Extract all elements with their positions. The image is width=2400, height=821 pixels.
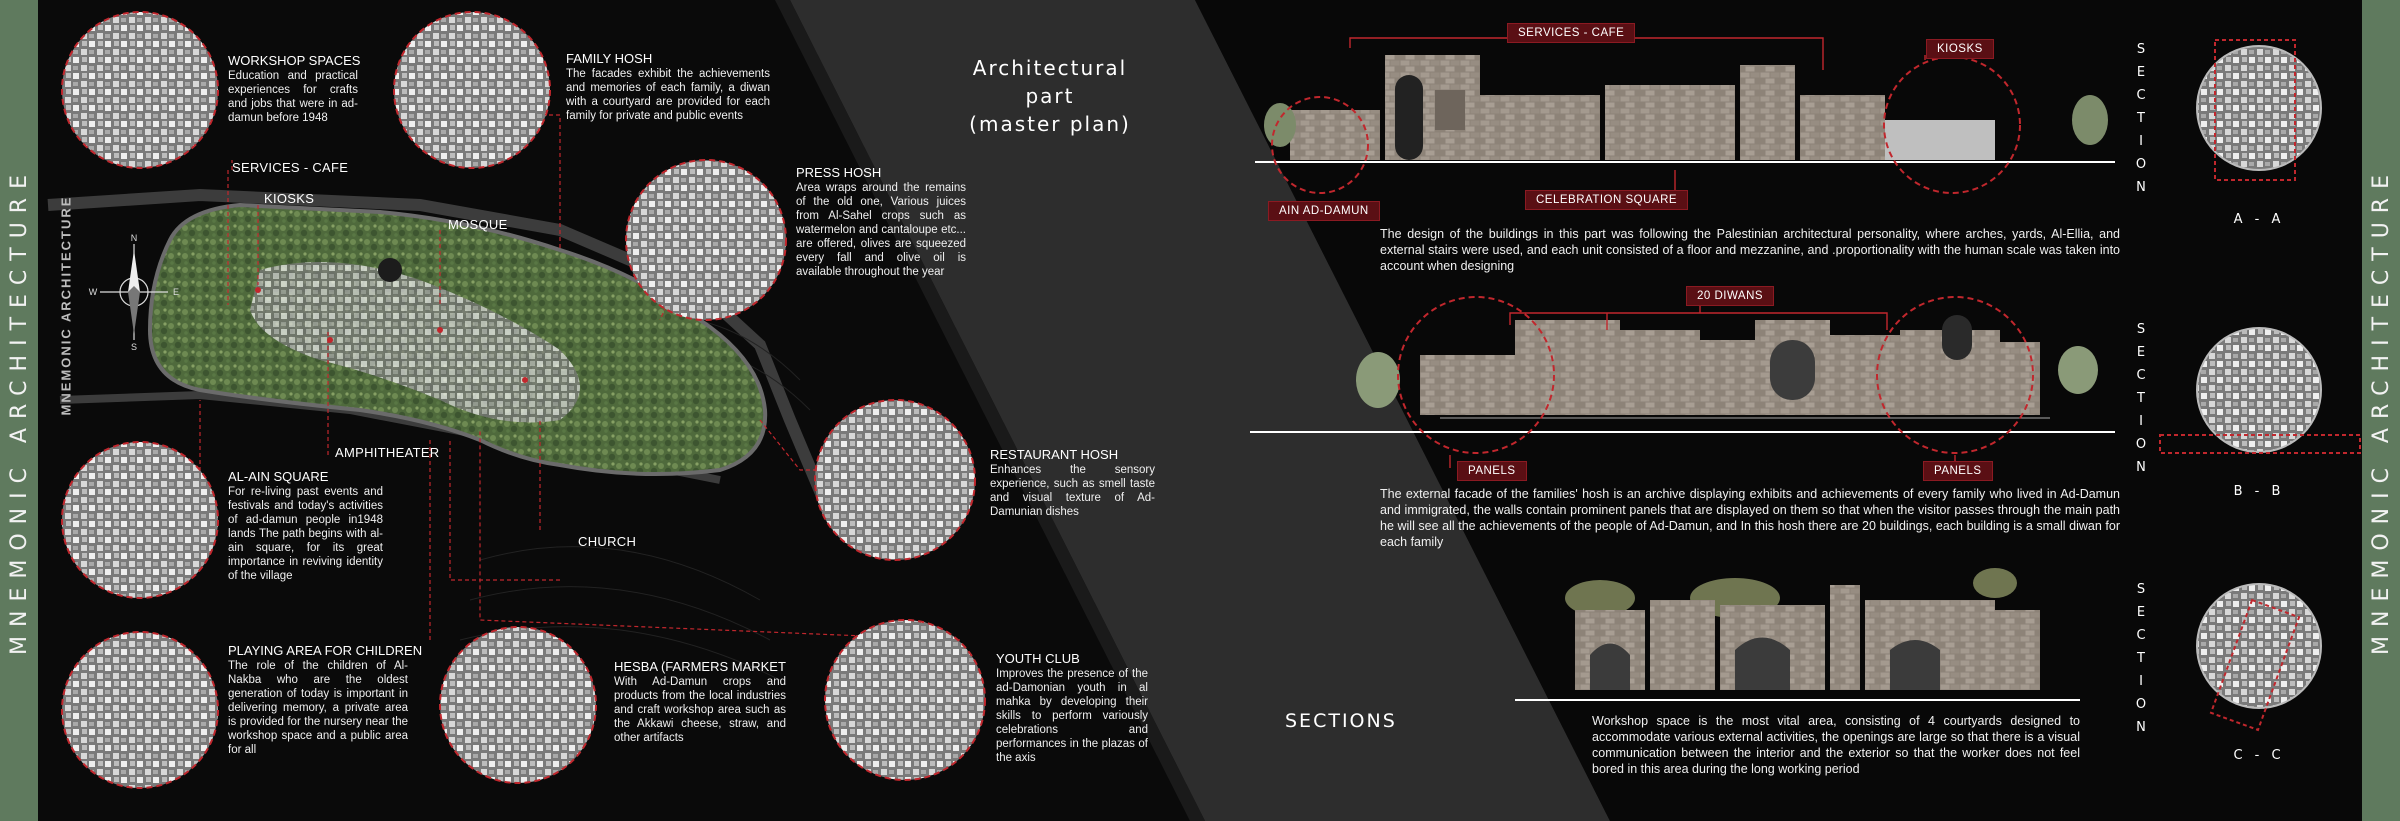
section-code-a: A - A (2233, 212, 2285, 227)
tag-ain-ad-damun: AIN AD-DAMUN (1268, 201, 1380, 221)
section-word-a: S E C T I O N (2135, 42, 2147, 195)
right-side-title: MNEMONIC ARCHITECTURE (2368, 166, 2394, 655)
desc-hesba-text: With Ad-Damun crops and products from the local industries and craft workshop area such as the Akkawi cheese, straw, and other artifacts (614, 676, 786, 744)
desc-youth-club (996, 652, 1148, 765)
desc-hesba-title: HESBA (FARMERS MARKET (614, 659, 786, 674)
desc-restaurant-text: Enhances the sensory experience, such as smell taste and visual texture of Ad-Damunian dishes (990, 464, 1155, 518)
desc-restaurant-title: RESTAURANT HOSH (990, 447, 1119, 462)
compass-east: E (172, 287, 180, 297)
sections-title: SECTIONS (1285, 710, 1397, 732)
map-label-services-cafe: SERVICES - CAFE (232, 160, 349, 175)
section-b-text: The external facade of the families' hosh is an archive displaying exhibits and achievements of every family who lived in Ad-Damun and immigrated, the walls contain prominent panels that are displayed on them so that when the visitor passes through the main path he will see all the achievements of the people of Ad-Damun, and In this hosh there are 20 buildings, each building is a small diwan for each family (1380, 487, 2120, 549)
desc-alain-text: For re-living past events and festivals and today's activities of ad-damun people in1948 lands The path begins with al-ain square, for its great importance in reviving identity of the village (228, 486, 383, 582)
section-code-b: B - B (2233, 484, 2285, 499)
map-label-amphitheater: AMPHITHEATER (335, 445, 440, 460)
desc-alain-title: AL-AIN SQUARE (228, 469, 329, 484)
section-code-c: C - C (2233, 748, 2285, 763)
desc-press-hosh (796, 166, 966, 279)
section-a-text: The design of the buildings in this part was following the Palestinian architectural personality, where arches, yards, Al-Ellia, and external stairs were used, and each unit consisted of a floor and mezzanine, and .proportionality with the human scale was taken into account when designing (1380, 227, 2120, 273)
desc-press-title: PRESS HOSH (796, 165, 882, 180)
desc-press-text: Area wraps around the remains of the old one, Various juices from Al-Sahel crops such as watermelon and cantaloupe etc... are offered, olives are squeezed every fall and olive oil is available throughout the year (796, 182, 966, 278)
desc-family-title: FAMILY HOSH (566, 51, 653, 66)
desc-youth-text: Improves the presence of the ad-Damonian youth in al mahka by developing their skills to perform variously celebrations and performances in the plazas of the axis (996, 668, 1148, 764)
title-line-3: (master plan) (969, 112, 1131, 136)
desc-family-text: The facades exhibit the achievements and memories of each family, a diwan with a courtyard are provided for each family for private and public events (566, 68, 770, 122)
tag-celebration-square: CELEBRATION SQUARE (1525, 190, 1688, 210)
map-label-kiosks: KIOSKS (264, 191, 315, 206)
desc-al-ain-square (228, 470, 383, 583)
section-word-b: S E C T I O N (2135, 322, 2147, 475)
desc-playing-area (228, 643, 423, 757)
desc-family-hosh (566, 52, 770, 123)
plan-vertical-caption: MNEMONIC ARCHITECTURE (58, 195, 74, 415)
compass-north: N (130, 233, 138, 243)
desc-workshop-title: WORKSHOP SPACES (228, 53, 361, 68)
map-label-church: CHURCH (578, 534, 637, 549)
page-title (920, 54, 1180, 138)
map-label-mosque: MOSQUE (448, 217, 508, 232)
desc-youth-title: YOUTH CLUB (996, 651, 1080, 666)
compass-west: W (88, 287, 98, 297)
tag-panels-right: PANELS (1923, 461, 1993, 481)
desc-restaurant-hosh (990, 448, 1155, 519)
section-c-text: Workshop space is the most vital area, consisting of 4 courtyards designed to accommodate various external activities, the openings are large so that there is a visual communication between the interior and the exterior so that the worker does not feel bored in this area during the long working period (1592, 714, 2080, 776)
desc-playing-title: PLAYING AREA FOR CHILDREN (228, 643, 423, 658)
desc-hesba (614, 660, 786, 745)
compass-south: S (130, 342, 138, 352)
tag-kiosks: KIOSKS (1926, 39, 1994, 59)
desc-workshop (228, 53, 361, 125)
desc-workshop-text: Education and practical experiences for crafts and jobs that were in ad-damun before 1948 (228, 70, 358, 124)
tag-services-cafe: SERVICES - CAFE (1507, 23, 1635, 43)
title-line-2: part (1025, 84, 1075, 108)
tag-20-diwans: 20 DIWANS (1686, 286, 1774, 306)
left-side-title: MNEMONIC ARCHITECTURE (6, 166, 32, 655)
desc-playing-text: The role of the children of Al-Nakba who are the oldest generation of today is important in delivering memory, a private area is provided for the nursery near the workshop space and a public area for all (228, 660, 408, 756)
section-word-c: S E C T I O N (2135, 582, 2147, 735)
title-line-1: Architectural (972, 56, 1128, 80)
tag-panels-left: PANELS (1457, 461, 1527, 481)
